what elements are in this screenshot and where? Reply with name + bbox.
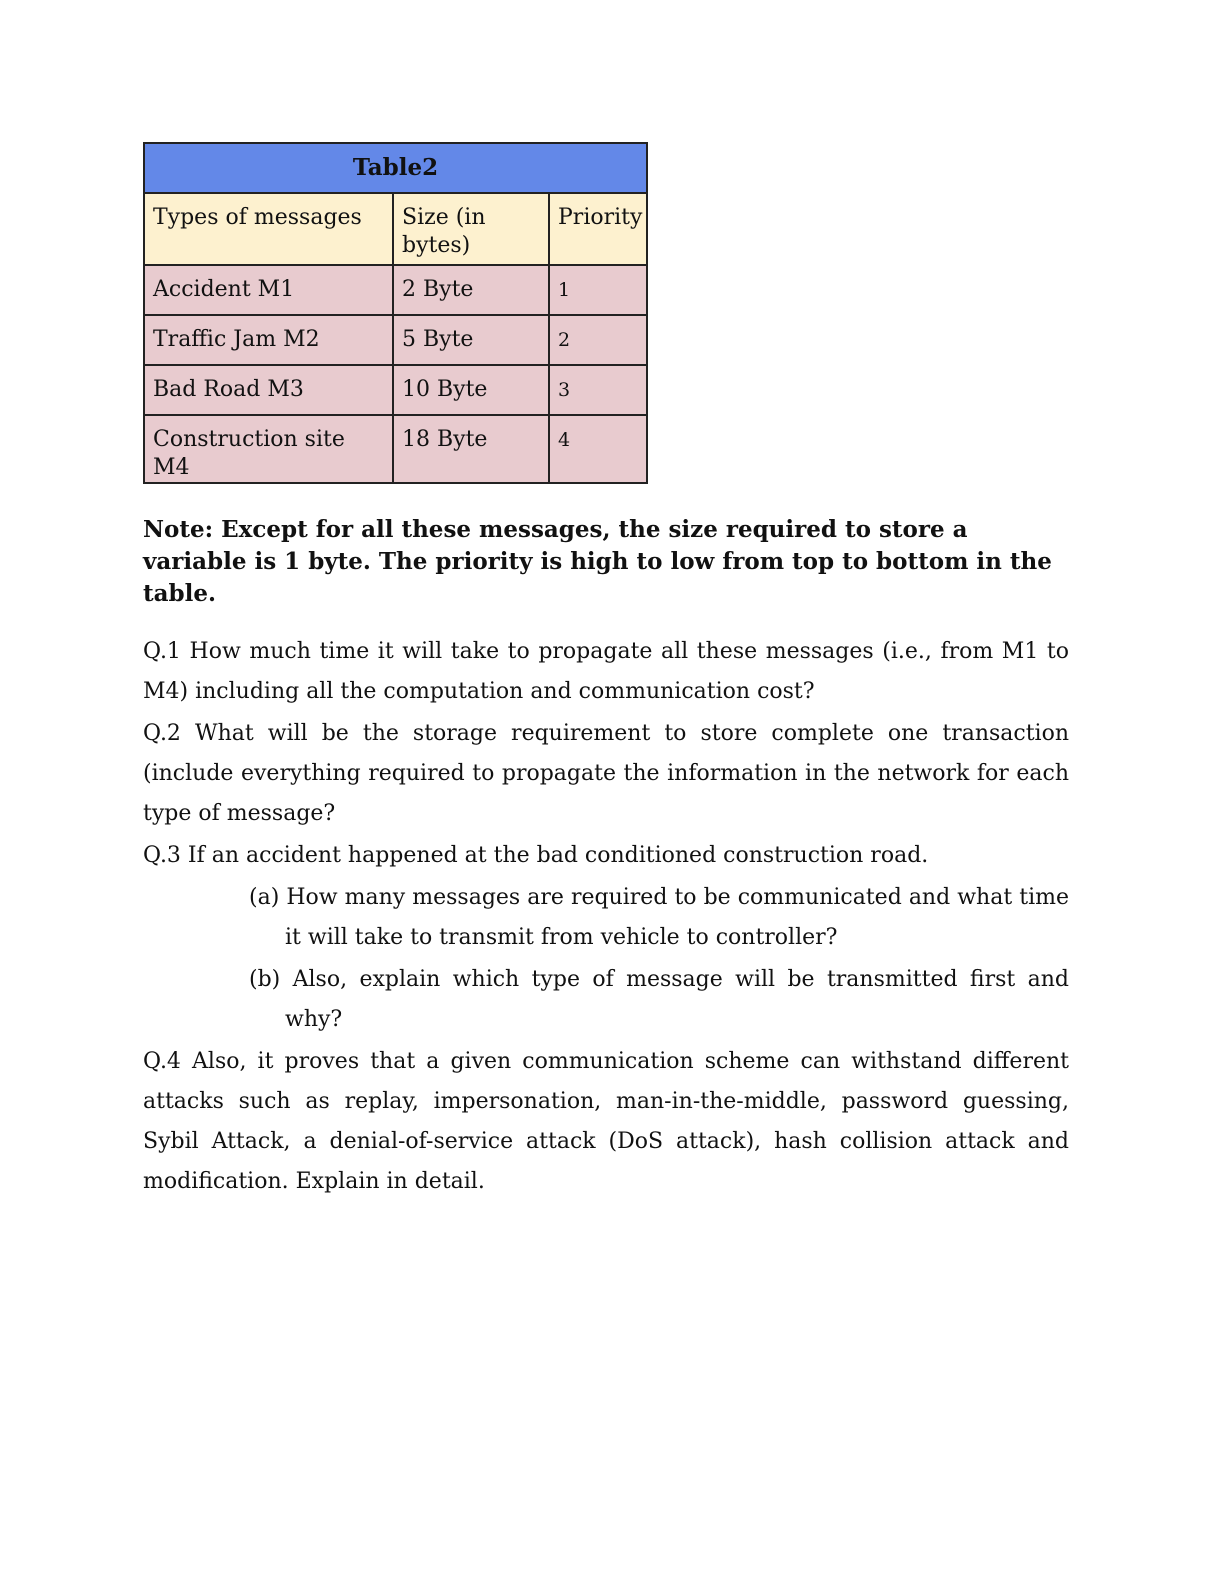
message-table [143, 142, 648, 484]
questions-section [143, 632, 1069, 1202]
cell-type: Traffic Jam M2 [144, 315, 393, 365]
question-2: Q.2 What will be the storage requirement to store complete one transaction (include everything required to propagate the information in the network for each type of message? [143, 721, 1069, 826]
cell-priority: 2 [549, 315, 647, 365]
cell-priority: 4 [549, 415, 647, 483]
cell-size: 2 Byte [393, 265, 549, 315]
cell-size: 10 Byte [393, 365, 549, 415]
question-1: Q.1 How much time it will take to propagate all these messages (i.e., from M1 to M4) including all the computation and communication cost? [143, 639, 1069, 704]
document-page [143, 142, 1069, 1204]
cell-type: Construction site M4 [144, 415, 393, 483]
cell-size: 18 Byte [393, 415, 549, 483]
question-3: Q.3 If an accident happened at the bad conditioned construction road. [143, 843, 929, 868]
question-3a: (a) How many messages are required to be communicated and what time it will take to transmit from vehicle to controller? [249, 885, 1069, 950]
table-row [144, 265, 647, 315]
question-3b: (b) Also, explain which type of message will be transmitted first and why? [249, 967, 1069, 1032]
cell-type: Bad Road M3 [144, 365, 393, 415]
header-priority: Priority [549, 193, 647, 265]
table-title: Table2 [144, 143, 647, 193]
table-row [144, 315, 647, 365]
cell-priority: 1 [549, 265, 647, 315]
cell-priority: 3 [549, 365, 647, 415]
table-row [144, 415, 647, 483]
note-paragraph: Note: Except for all these messages, the size required to store a variable is 1 byte. The priority is high to low from top to bottom in the table. [143, 516, 1052, 607]
question-4: Q.4 Also, it proves that a given communication scheme can withstand different attacks such as replay, impersonation, man-in-the-middle, password guessing, Sybil Attack, a denial-of-service attack (DoS attack), hash collision attack and modification. Explain in detail. [143, 1049, 1069, 1194]
header-types: Types of messages [144, 193, 393, 265]
cell-size: 5 Byte [393, 315, 549, 365]
table-row [144, 365, 647, 415]
cell-type: Accident M1 [144, 265, 393, 315]
header-size: Size (in bytes) [393, 193, 549, 265]
table-header-row [144, 193, 647, 265]
